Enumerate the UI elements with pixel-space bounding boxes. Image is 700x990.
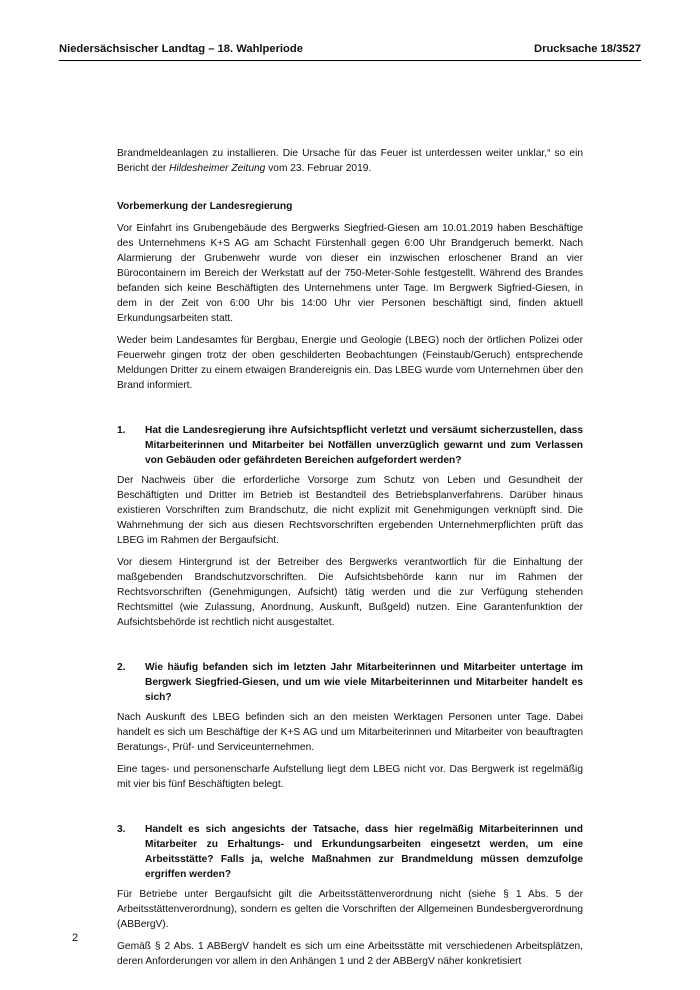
answer-paragraph: Vor diesem Hintergrund ist der Betreiber des Bergwerks verantwortlich für die Einhaltung der maßgebenden Brandschutzvorschriften. Die Aufsichtsbehörde kann nur im Rahmen der Rechtsvorschriften (Genehmigungen, Aufsicht) tätig werden und die zur Verfügung stehenden Rechtsmittel (wie Zulassung, Anordnung, Auskunft, Bußgeld) nutzen. Eine Garantenfunktion der Aufsichtsbehörde ist rechtlich nicht ausgestaltet. [117,557,583,628]
question-text: Handelt es sich angesichts der Tatsache, dass hier regelmäßig Mitarbeiterinnen und Mitarbeiter zu Erhaltungs- und Erkundungsarbeiten eingesetzt werden, um eine Arbeitsstätte? Falls ja, welche Maßnahmen zur Brandmeldung müssen demzufolge ergriffen werden? [145,824,583,880]
header-document-number: Drucksache 18/3527 [534,43,641,55]
question-number: 1. [117,425,126,436]
preliminary-paragraph: Weder beim Landesamtes für Bergbau, Energie und Geologie (LBEG) noch der örtlichen Polizei oder Feuerwehr gingen trotz der oben geschilderten Beobachtungen (Feinstaub/Geruch) entsprechende Meldungen Dritter zu einem etwaigen Brandereignis ein. Das LBEG wurde vom Unternehmen über den Brand informiert. [117,335,583,391]
answer-paragraph: Eine tages- und personenscharfe Aufstellung liegt dem LBEG nicht vor. Das Bergwerk ist regelmäßig mit vier bis fünf Beschäftigten belegt. [117,764,583,790]
header-parliament: Niedersächsischer Landtag – 18. Wahlperiode [59,43,303,55]
question-number: 2. [117,662,126,673]
answer-paragraph: Nach Auskunft des LBEG befinden sich an den meisten Werktagen Personen unter Tage. Dabei handelt es sich um Beschäftige der K+S AG und um Mitarbeiterinnen und Mitarbeiter von beauftragten Beratungs-, Prüf- und Serviceunternehmen. [117,712,583,753]
question-text: Wie häufig befanden sich im letzten Jahr Mitarbeiterinnen und Mitarbeiter untertage im Bergwerk Siegfried-Giesen, und um wie viele Mitarbeiterinnen und Mitarbeiter handelt es sich? [145,662,583,703]
page-header [59,40,641,61]
question-3 [117,822,583,882]
question-number: 3. [117,824,126,835]
answer-paragraph: Der Nachweis über die erforderliche Vorsorge zum Schutz von Leben und Gesundheit der Beschäftigten und Dritter im Betrieb ist Bestandteil des Betriebsplanverfahrens. Darüber hinaus existieren Vorschriften zum Brandschutz, die nicht explizit mit Genehmigungen verknüpft sind. Die Wahrnehmung der sich aus diesen Rechtsvorschriften ergebenden Unternehmerpflichten prüft das LBEG im Rahmen der Bergaufsicht. [117,475,583,546]
answer-paragraph: Gemäß § 2 Abs. 1 ABBergV handelt es sich um eine Arbeitsstätte mit verschiedenen Arbeitsplätzen, deren Anforderungen vor allem in den Anhängen 1 und 2 der ABBergV näher konkretisiert [117,941,583,967]
intro-paragraph: Brandmeldeanlagen zu installieren. Die Ursache für das Feuer ist unterdessen weiter unklar,“ so ein Bericht der Hildesheimer Zeitung vom 23. Februar 2019. [117,148,583,174]
question-2 [117,660,583,705]
page-number: 2 [72,932,79,944]
preliminary-paragraph: Vor Einfahrt ins Grubengebäude des Bergwerks Siegfried-Giesen am 10.01.2019 haben Beschäftige des Unternehmens K+S AG am Schacht Fürstenhall gegen 6:00 Uhr Brandgeruch bemerkt. Nach Alarmierung der Grubenwehr wurde von dieser ein inzwischen erloschener Brand an vier Bürocontainern im Bereich der Werkstatt auf der 750-Meter-Sohle festgestellt. Während des Brandes befanden sich keine Beschäftigten des Unternehmens unter Tage. Im Bergwerk Sigfried-Giesen, in dem in der Zeit von 6:00 Uhr bis 14:00 Uhr vier Personen beschäftigt sind, finden aktuell Erkundungsarbeiten statt. [117,223,583,324]
document-body [117,146,583,976]
question-1 [117,423,583,468]
preliminary-heading: Vorbemerkung der Landesregierung [117,201,293,212]
question-text: Hat die Landesregierung ihre Aufsichtspflicht verletzt und versäumt sicherzustellen, dass Mitarbeiterinnen und Mitarbeiter bei Notfällen unverzüglich gewarnt und zum Verlassen von Gebäuden oder gefährdeten Bereichen aufgefordert werden? [145,425,583,466]
answer-paragraph: Für Betriebe unter Bergaufsicht gilt die Arbeitsstättenverordnung nicht (siehe § 1 Abs. 5 der Arbeitsstättenverordnung), sondern es gelten die Vorschriften der Allgemeinen Bundesbergverordnung (ABBergV). [117,889,583,930]
newspaper-name: Hildesheimer Zeitung [169,163,266,174]
